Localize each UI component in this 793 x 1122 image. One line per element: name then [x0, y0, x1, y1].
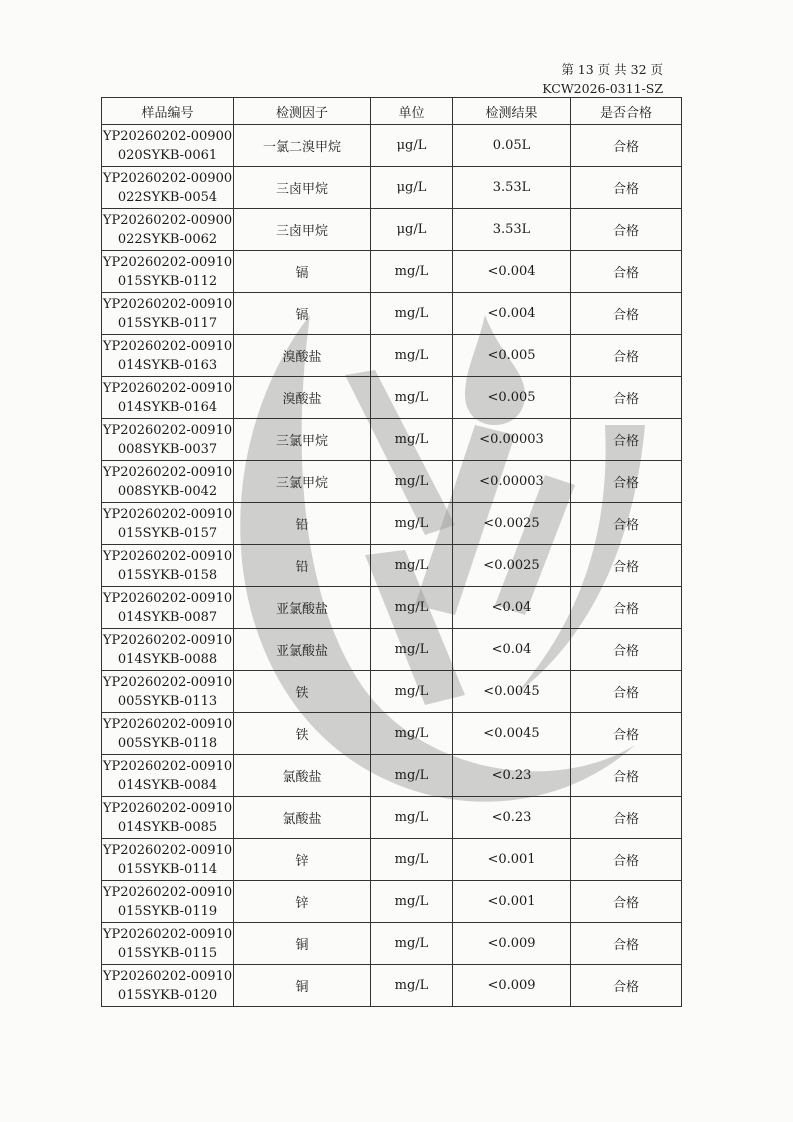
result-cell: <0.00003	[453, 461, 571, 503]
sample-id-cell	[102, 293, 234, 335]
unit-cell: mg/L	[371, 587, 453, 629]
table-row	[102, 545, 682, 587]
result-cell: <0.23	[453, 797, 571, 839]
sample-id-line2: 015SYKB-0119	[117, 903, 218, 919]
sample-id-line2: 014SYKB-0087	[117, 609, 218, 625]
report-number: KCW2026-0311-SZ	[542, 81, 663, 96]
factor-cell: 铜	[234, 923, 371, 965]
sample-id-line1: YP20260202-00910	[102, 716, 233, 732]
factor-cell: 镉	[234, 251, 371, 293]
sample-id-line1: YP20260202-00900	[102, 212, 233, 228]
sample-id-cell	[102, 587, 234, 629]
unit-cell: mg/L	[371, 293, 453, 335]
sample-id-cell	[102, 797, 234, 839]
sample-id-line1: YP20260202-00910	[102, 506, 233, 522]
result-cell: <0.23	[453, 755, 571, 797]
pass-cell: 合格	[571, 881, 682, 923]
table-row	[102, 251, 682, 293]
table-header-row	[102, 98, 682, 125]
sample-id-line2: 015SYKB-0158	[117, 567, 218, 583]
pass-cell: 合格	[571, 965, 682, 1007]
sample-id-line2: 022SYKB-0054	[117, 189, 218, 205]
sample-id-line2: 015SYKB-0115	[117, 945, 218, 961]
sample-id-line1: YP20260202-00910	[102, 968, 233, 984]
sample-id-cell	[102, 839, 234, 881]
table-row	[102, 377, 682, 419]
sample-id-line1: YP20260202-00910	[102, 926, 233, 942]
unit-cell: mg/L	[371, 377, 453, 419]
col-header-pass: 是否合格	[571, 98, 682, 125]
col-header-result: 检测结果	[453, 98, 571, 125]
factor-cell: 溴酸盐	[234, 335, 371, 377]
pass-cell: 合格	[571, 503, 682, 545]
table-row	[102, 503, 682, 545]
result-cell: 3.53L	[453, 209, 571, 251]
factor-cell: 三氯甲烷	[234, 419, 371, 461]
table-row	[102, 629, 682, 671]
table-row	[102, 209, 682, 251]
sample-id-line1: YP20260202-00910	[102, 884, 233, 900]
sample-id-line1: YP20260202-00900	[102, 170, 233, 186]
result-cell: <0.009	[453, 965, 571, 1007]
sample-id-line1: YP20260202-00910	[102, 464, 233, 480]
table-row	[102, 713, 682, 755]
pass-cell: 合格	[571, 587, 682, 629]
table-row	[102, 335, 682, 377]
table-row	[102, 125, 682, 167]
pass-cell: 合格	[571, 797, 682, 839]
factor-cell: 氯酸盐	[234, 755, 371, 797]
pass-cell: 合格	[571, 713, 682, 755]
result-cell: <0.04	[453, 587, 571, 629]
unit-cell: mg/L	[371, 629, 453, 671]
pass-cell: 合格	[571, 629, 682, 671]
factor-cell: 三氯甲烷	[234, 461, 371, 503]
sample-id-line2: 005SYKB-0118	[117, 735, 218, 751]
sample-id-cell	[102, 209, 234, 251]
factor-cell: 铜	[234, 965, 371, 1007]
sample-id-line2: 008SYKB-0042	[117, 483, 218, 499]
sample-id-line1: YP20260202-00910	[102, 842, 233, 858]
pass-cell: 合格	[571, 293, 682, 335]
sample-id-cell	[102, 881, 234, 923]
sample-id-line2: 015SYKB-0117	[117, 315, 218, 331]
result-cell: <0.005	[453, 377, 571, 419]
sample-id-cell	[102, 377, 234, 419]
sample-id-line1: YP20260202-00900	[102, 128, 233, 144]
result-cell: <0.0025	[453, 545, 571, 587]
factor-cell: 镉	[234, 293, 371, 335]
sample-id-cell	[102, 923, 234, 965]
unit-cell: mg/L	[371, 755, 453, 797]
sample-id-line2: 015SYKB-0114	[117, 861, 218, 877]
sample-id-line1: YP20260202-00910	[102, 380, 233, 396]
sample-id-cell	[102, 755, 234, 797]
sample-id-line1: YP20260202-00910	[102, 758, 233, 774]
unit-cell: mg/L	[371, 503, 453, 545]
result-cell: <0.04	[453, 629, 571, 671]
unit-cell: μg/L	[371, 125, 453, 167]
pass-cell: 合格	[571, 125, 682, 167]
result-cell: <0.004	[453, 293, 571, 335]
sample-id-line1: YP20260202-00910	[102, 296, 233, 312]
result-cell: <0.001	[453, 839, 571, 881]
sample-id-line2: 015SYKB-0120	[117, 987, 218, 1003]
unit-cell: μg/L	[371, 167, 453, 209]
col-header-sample-id: 样品编号	[102, 98, 234, 125]
sample-id-line2: 014SYKB-0163	[117, 357, 218, 373]
sample-id-cell	[102, 125, 234, 167]
factor-cell: 铁	[234, 671, 371, 713]
sample-id-line1: YP20260202-00910	[102, 548, 233, 564]
pass-cell: 合格	[571, 251, 682, 293]
table-row	[102, 881, 682, 923]
factor-cell: 三卤甲烷	[234, 167, 371, 209]
table-row	[102, 587, 682, 629]
sample-id-line2: 022SYKB-0062	[117, 231, 218, 247]
sample-id-line2: 015SYKB-0157	[117, 525, 218, 541]
result-cell: <0.009	[453, 923, 571, 965]
sample-id-cell	[102, 167, 234, 209]
pass-cell: 合格	[571, 419, 682, 461]
sample-id-cell	[102, 251, 234, 293]
pass-cell: 合格	[571, 923, 682, 965]
pass-cell: 合格	[571, 167, 682, 209]
pass-cell: 合格	[571, 461, 682, 503]
unit-cell: mg/L	[371, 251, 453, 293]
unit-cell: mg/L	[371, 671, 453, 713]
sample-id-line1: YP20260202-00910	[102, 674, 233, 690]
factor-cell: 溴酸盐	[234, 377, 371, 419]
factor-cell: 亚氯酸盐	[234, 629, 371, 671]
table-row	[102, 965, 682, 1007]
sample-id-line2: 020SYKB-0061	[117, 147, 218, 163]
pass-cell: 合格	[571, 755, 682, 797]
factor-cell: 三卤甲烷	[234, 209, 371, 251]
table-row	[102, 293, 682, 335]
factor-cell: 锌	[234, 881, 371, 923]
pass-cell: 合格	[571, 377, 682, 419]
table-row	[102, 923, 682, 965]
result-cell: <0.005	[453, 335, 571, 377]
factor-cell: 铅	[234, 545, 371, 587]
table-row	[102, 167, 682, 209]
sample-id-line2: 008SYKB-0037	[117, 441, 218, 457]
result-cell: <0.0045	[453, 713, 571, 755]
table-row	[102, 461, 682, 503]
sample-id-cell	[102, 545, 234, 587]
factor-cell: 铅	[234, 503, 371, 545]
unit-cell: mg/L	[371, 461, 453, 503]
result-cell: <0.0045	[453, 671, 571, 713]
page-header	[542, 60, 663, 98]
result-cell: 3.53L	[453, 167, 571, 209]
sample-id-line2: 014SYKB-0164	[117, 399, 218, 415]
sample-id-line2: 015SYKB-0112	[117, 273, 218, 289]
unit-cell: mg/L	[371, 797, 453, 839]
sample-id-cell	[102, 503, 234, 545]
unit-cell: mg/L	[371, 839, 453, 881]
unit-cell: mg/L	[371, 965, 453, 1007]
sample-id-line1: YP20260202-00910	[102, 800, 233, 816]
unit-cell: mg/L	[371, 545, 453, 587]
unit-cell: mg/L	[371, 881, 453, 923]
factor-cell: 氯酸盐	[234, 797, 371, 839]
unit-cell: μg/L	[371, 209, 453, 251]
pass-cell: 合格	[571, 335, 682, 377]
table-row	[102, 755, 682, 797]
sample-id-line1: YP20260202-00910	[102, 632, 233, 648]
sample-id-line2: 014SYKB-0088	[117, 651, 218, 667]
unit-cell: mg/L	[371, 335, 453, 377]
col-header-factor: 检测因子	[234, 98, 371, 125]
result-cell: 0.05L	[453, 125, 571, 167]
table-row	[102, 671, 682, 713]
table-row	[102, 839, 682, 881]
results-table	[101, 97, 682, 1007]
sample-id-line1: YP20260202-00910	[102, 254, 233, 270]
col-header-unit: 单位	[371, 98, 453, 125]
result-cell: <0.0025	[453, 503, 571, 545]
sample-id-line1: YP20260202-00910	[102, 590, 233, 606]
page-number: 第 13 页 共 32 页	[561, 62, 663, 77]
sample-id-cell	[102, 713, 234, 755]
table-row	[102, 797, 682, 839]
factor-cell: 锌	[234, 839, 371, 881]
factor-cell: 一氯二溴甲烷	[234, 125, 371, 167]
unit-cell: mg/L	[371, 713, 453, 755]
sample-id-cell	[102, 629, 234, 671]
sample-id-line2: 005SYKB-0113	[117, 693, 218, 709]
sample-id-line1: YP20260202-00910	[102, 338, 233, 354]
result-cell: <0.00003	[453, 419, 571, 461]
result-cell: <0.001	[453, 881, 571, 923]
result-cell: <0.004	[453, 251, 571, 293]
sample-id-cell	[102, 965, 234, 1007]
unit-cell: mg/L	[371, 419, 453, 461]
sample-id-line2: 014SYKB-0084	[117, 777, 218, 793]
sample-id-line1: YP20260202-00910	[102, 422, 233, 438]
unit-cell: mg/L	[371, 923, 453, 965]
sample-id-cell	[102, 335, 234, 377]
factor-cell: 铁	[234, 713, 371, 755]
table-row	[102, 419, 682, 461]
pass-cell: 合格	[571, 839, 682, 881]
sample-id-line2: 014SYKB-0085	[117, 819, 218, 835]
pass-cell: 合格	[571, 209, 682, 251]
sample-id-cell	[102, 419, 234, 461]
pass-cell: 合格	[571, 671, 682, 713]
pass-cell: 合格	[571, 545, 682, 587]
factor-cell: 亚氯酸盐	[234, 587, 371, 629]
sample-id-cell	[102, 671, 234, 713]
sample-id-cell	[102, 461, 234, 503]
